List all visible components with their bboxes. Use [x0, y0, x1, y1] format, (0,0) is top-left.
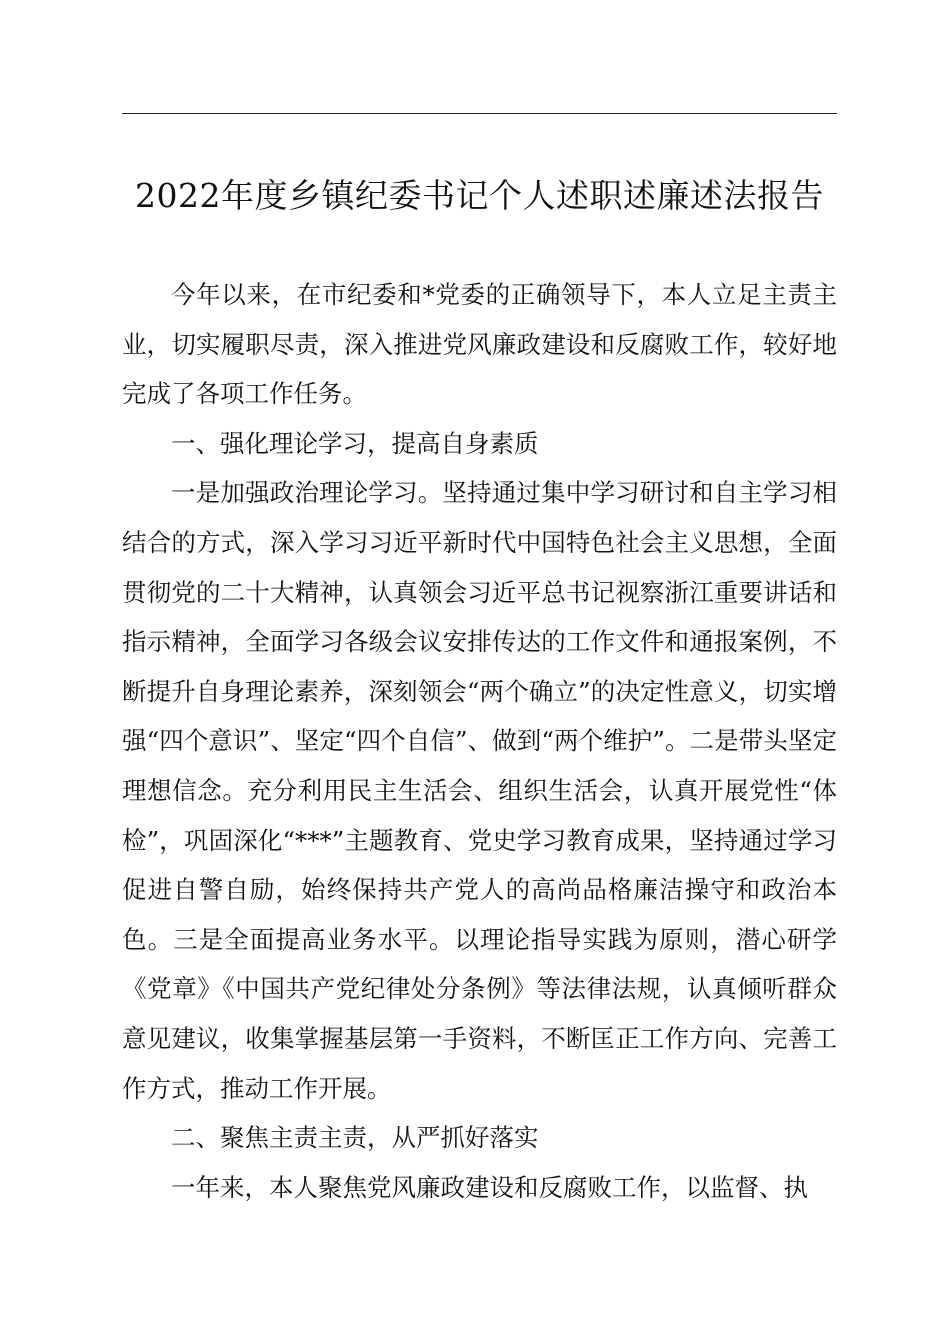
section-heading-2: 二、聚焦主责主责，从严抓好落实	[171, 1123, 539, 1153]
section-1-paragraph: 一是加强政治理论学习。坚持通过集中学习研讨和自主学习相结合的方式，深入学习习近平新时代中国特色社会主义思想，全面贯彻党的二十大精神，认真领会习近平总书记视察浙江重要讲话和指示精神，全面学习各级会议安排传达的工作文件和通报案例，不断提升自身理论素养，深刻领会“两个确立”的决定性意义，切实增强“四个意识”、坚定“四个自信”、做到“两个维护”。二是带头坚定理想信念。充分利用民主生活会、组织生活会，认真开展党性“体检”，巩固深化“***”主题教育、党史学习教育成果，坚持通过学习促进自警自励，始终保持共产党人的高尚品格廉洁操守和政治本色。三是全面提高业务水平。以理论指导实践为原则，潜心研学《党章》《中国共产党纪律处分条例》等法律法规，认真倾听群众意见建议，收集掌握基层第一手资料，不断匡正工作方向、完善工作方式，推动工作开展。	[122, 478, 837, 1103]
header-rule	[122, 113, 837, 114]
section-2-paragraph: 一年来，本人聚焦党风廉政建设和反腐败工作，以监督、执	[171, 1172, 808, 1202]
document-title: 2022年度乡镇纪委书记个人述职述廉述法报告	[135, 176, 824, 215]
document-body	[122, 270, 837, 1212]
intro-paragraph: 今年以来，在市纪委和*党委的正确领导下，本人立足主责主业，切实履职尽责，深入推进党风廉政建设和反腐败工作，较好地完成了各项工作任务。	[122, 280, 837, 409]
section-heading-1: 一、强化理论学习，提高自身素质	[171, 428, 539, 458]
